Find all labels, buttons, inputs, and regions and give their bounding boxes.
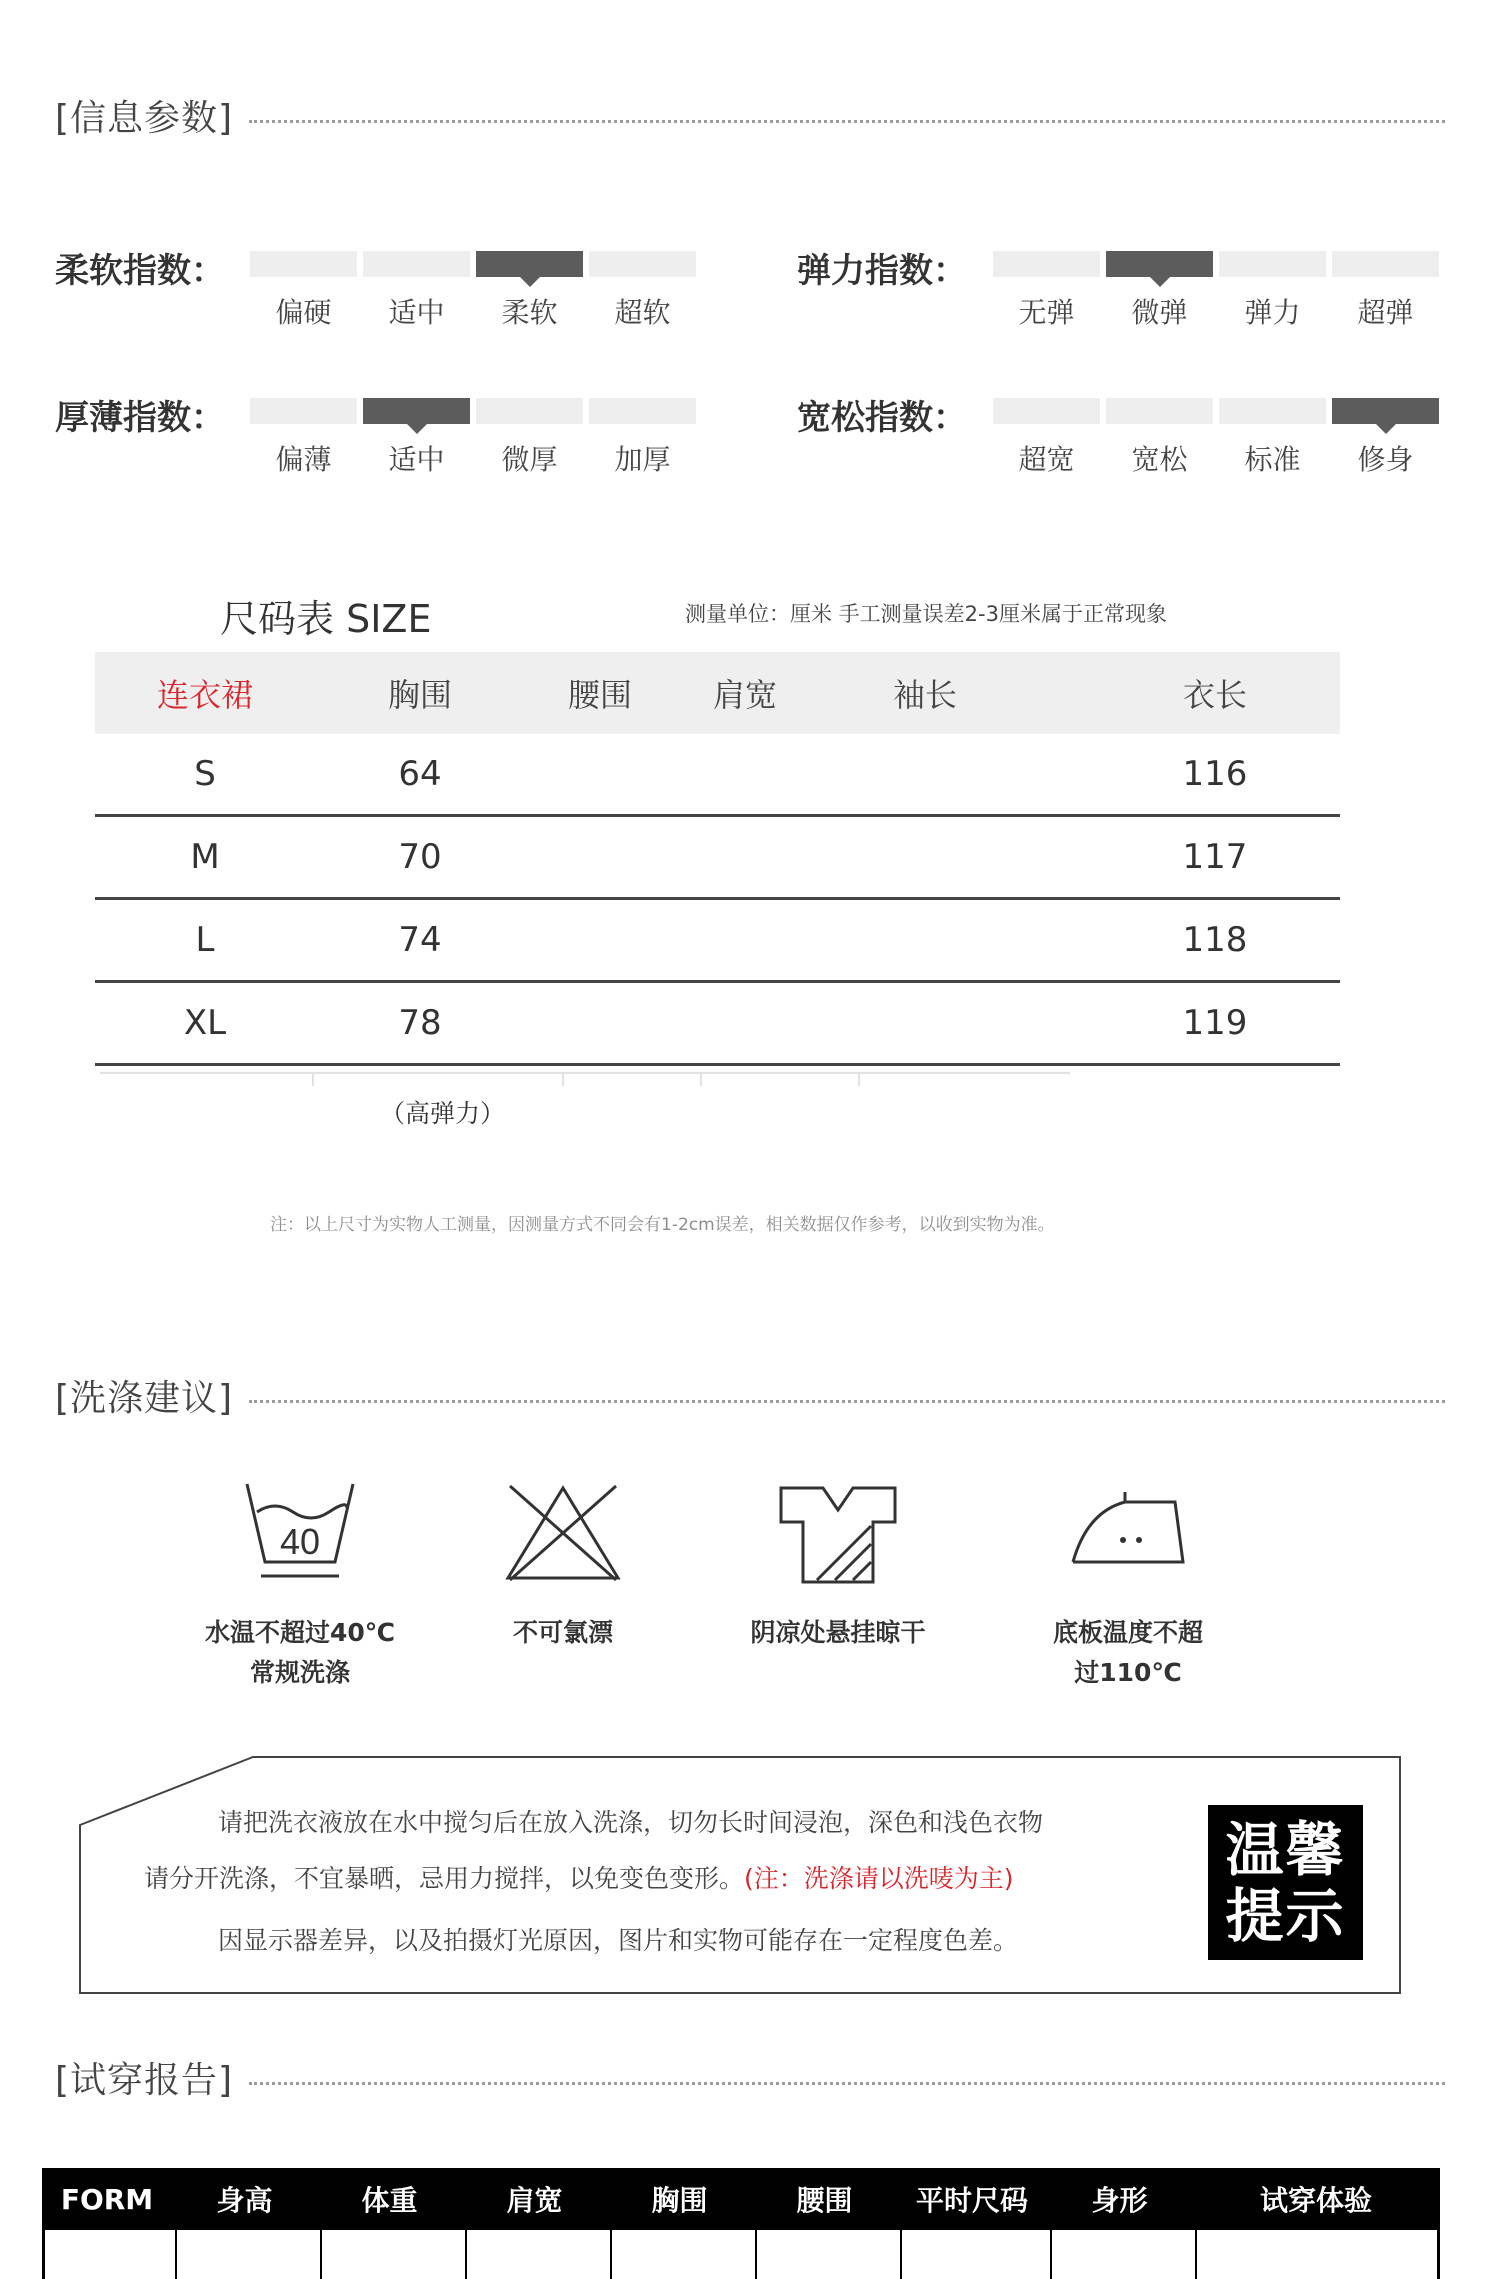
index-option: 微弹 [1131, 296, 1188, 329]
header-cell: 衣长 [1182, 676, 1247, 714]
wash-temp-label: 40 [279, 1521, 321, 1562]
index-bar-selected [1106, 251, 1213, 277]
index-label: 厚薄指数： [55, 398, 225, 438]
trial-header-cell: 平时尺码 [915, 2184, 1028, 2217]
measurement-disclaimer: 注：以上尺寸为实物人工测量，因测量方式不同会有1-2cm误差，相关数据仅作参考，以收到实物为准。 [270, 1215, 1055, 1235]
wash-40-icon [235, 1478, 365, 1588]
trial-header-cell: 试穿体验 [1259, 2184, 1372, 2217]
table-row [95, 817, 1340, 900]
table-stub-row [100, 1072, 1070, 1084]
dotted-divider [249, 2082, 1445, 2085]
index-bars [250, 398, 696, 424]
column-divider [175, 2230, 177, 2279]
index-fit [797, 390, 1457, 476]
index-option: 柔软 [501, 296, 558, 329]
trial-header-cell: FORM [60, 2182, 154, 2216]
index-bar [1332, 251, 1439, 277]
column-divider [320, 2230, 322, 2279]
column-divider [465, 2230, 467, 2279]
section-title-info [55, 90, 1445, 140]
trial-report-table [42, 2168, 1440, 2279]
size-chart-title: 尺码表 SIZE [220, 597, 432, 641]
trial-header-cell: 腰围 [796, 2184, 853, 2217]
badge-line: 温馨 [1225, 1815, 1346, 1884]
trial-header-cell: 体重 [361, 2184, 418, 2217]
wash-caption [1008, 1613, 1248, 1693]
wash-caption [443, 1613, 683, 1653]
index-label: 柔软指数： [55, 251, 225, 291]
stub-divider [700, 1074, 702, 1086]
index-option: 加厚 [614, 443, 671, 476]
table-cell: 78 [398, 1003, 442, 1043]
trial-table-header [42, 2168, 1440, 2230]
header-cell: 腰围 [567, 676, 632, 714]
badge-line: 提示 [1225, 1881, 1346, 1950]
table-cell: M [190, 837, 220, 877]
trial-header-cell: 身高 [216, 2184, 273, 2217]
index-bar [1219, 251, 1326, 277]
warm-tip-badge [1208, 1805, 1363, 1960]
section-title-wash [55, 1370, 1445, 1420]
index-option: 偏薄 [275, 443, 332, 476]
index-option: 超弹 [1357, 296, 1414, 329]
index-bar [589, 398, 696, 424]
column-divider [900, 2230, 902, 2279]
column-divider [1050, 2230, 1052, 2279]
stub-divider [858, 1074, 860, 1086]
index-softness [55, 243, 735, 329]
index-option: 适中 [388, 443, 445, 476]
index-bar [1106, 398, 1213, 424]
tip-text-red: (注：洗涤请以洗唛为主) [744, 1864, 1014, 1893]
index-option: 超宽 [1018, 443, 1075, 476]
table-cell: 64 [398, 754, 442, 794]
column-divider [755, 2230, 757, 2279]
index-bar [250, 251, 357, 277]
dotted-divider [249, 120, 1445, 123]
index-option: 修身 [1357, 443, 1414, 476]
size-table [95, 652, 1340, 1066]
index-label: 宽松指数： [797, 398, 967, 438]
index-bar [250, 398, 357, 424]
wash-caption-line: 常规洗涤 [249, 1658, 350, 1687]
tip-line: 请把洗衣液放在水中搅匀后在放入洗涤，切勿长时间浸泡，深色和浅色衣物 [218, 1808, 1044, 1837]
table-cell: XL [183, 1003, 227, 1043]
index-options [250, 438, 696, 478]
wash-item-40 [180, 1478, 420, 1708]
index-bar-selected [476, 251, 583, 277]
index-bar [476, 398, 583, 424]
index-label: 弹力指数： [797, 251, 967, 291]
table-cell: S [194, 754, 216, 794]
table-row [95, 983, 1340, 1066]
high-elastic-note: （高弹力） [380, 1099, 506, 1128]
no-bleach-icon [498, 1478, 628, 1588]
warm-tip-box [78, 1755, 1403, 1995]
table-cell: L [195, 920, 215, 960]
index-option: 宽松 [1131, 443, 1188, 476]
header-cell: 袖长 [892, 676, 957, 714]
table-cell: 116 [1182, 754, 1248, 794]
index-thickness [55, 390, 735, 476]
header-cell-dress: 连衣裙 [156, 676, 253, 714]
section-label: [信息参数] [55, 97, 234, 139]
trial-table-body [42, 2230, 1440, 2279]
index-option: 超软 [614, 296, 671, 329]
index-option: 标准 [1244, 443, 1301, 476]
wash-caption-line: 水温不超过40℃ [204, 1618, 396, 1647]
index-elasticity [797, 243, 1457, 329]
header-cell: 胸围 [387, 676, 452, 714]
table-cell: 117 [1182, 837, 1248, 877]
table-cell: 74 [398, 920, 442, 960]
index-bar-selected [363, 398, 470, 424]
tip-line: 因显示器差异，以及拍摄灯光原因，图片和实物可能存在一定程度色差。 [218, 1926, 1019, 1955]
table-cell: 70 [398, 837, 442, 877]
index-option: 微厚 [501, 443, 558, 476]
index-bar [993, 251, 1100, 277]
table-row [95, 734, 1340, 817]
index-bars [993, 251, 1439, 277]
size-chart-unit-note: 测量单位：厘米 手工测量误差2-3厘米属于正常现象 [685, 602, 1167, 626]
size-table-header [95, 652, 1340, 734]
iron-icon [1063, 1478, 1193, 1588]
wash-caption-line: 底板温度不超 [1052, 1618, 1203, 1647]
tip-line [144, 1859, 1014, 1895]
section-label: [洗涤建议] [55, 1377, 234, 1419]
index-bar [363, 251, 470, 277]
section-label: [试穿报告] [55, 2059, 234, 2101]
index-bar [1219, 398, 1326, 424]
index-option: 适中 [388, 296, 445, 329]
wash-caption-line: 过110℃ [1074, 1658, 1182, 1687]
trial-header-cell: 身形 [1091, 2184, 1148, 2217]
table-cell: 118 [1182, 920, 1248, 960]
index-options [250, 291, 696, 331]
index-options [993, 291, 1439, 331]
tip-text: 请分开洗涤，不宜暴晒，忌用力搅拌，以免变色变形。 [144, 1864, 745, 1893]
stub-divider [312, 1074, 314, 1086]
trial-header-cell: 胸围 [651, 2184, 708, 2217]
dotted-divider [249, 1400, 1445, 1403]
index-option: 无弹 [1018, 296, 1075, 329]
hang-dry-shade-icon [773, 1478, 903, 1588]
header-cell: 肩宽 [712, 676, 777, 714]
index-option: 弹力 [1244, 296, 1301, 329]
index-bar [589, 251, 696, 277]
table-row [95, 900, 1340, 983]
column-divider [610, 2230, 612, 2279]
index-bar-selected [1332, 398, 1439, 424]
index-bars [250, 251, 696, 277]
index-bar [993, 398, 1100, 424]
stub-divider [562, 1074, 564, 1086]
wash-item-hang-dry [718, 1478, 958, 1708]
wash-item-iron [1008, 1478, 1248, 1708]
wash-caption-line: 阴凉处悬挂晾干 [750, 1618, 926, 1647]
index-bars [993, 398, 1439, 424]
section-title-trial [55, 2052, 1445, 2102]
wash-caption [718, 1613, 958, 1653]
wash-caption [180, 1613, 420, 1693]
column-divider [1195, 2230, 1197, 2279]
index-option: 偏硬 [275, 296, 332, 329]
wash-item-no-bleach [443, 1478, 683, 1708]
index-options [993, 438, 1439, 478]
table-cell: 119 [1182, 1003, 1248, 1043]
trial-header-cell: 肩宽 [506, 2184, 563, 2217]
wash-caption-line: 不可氯漂 [512, 1618, 613, 1647]
